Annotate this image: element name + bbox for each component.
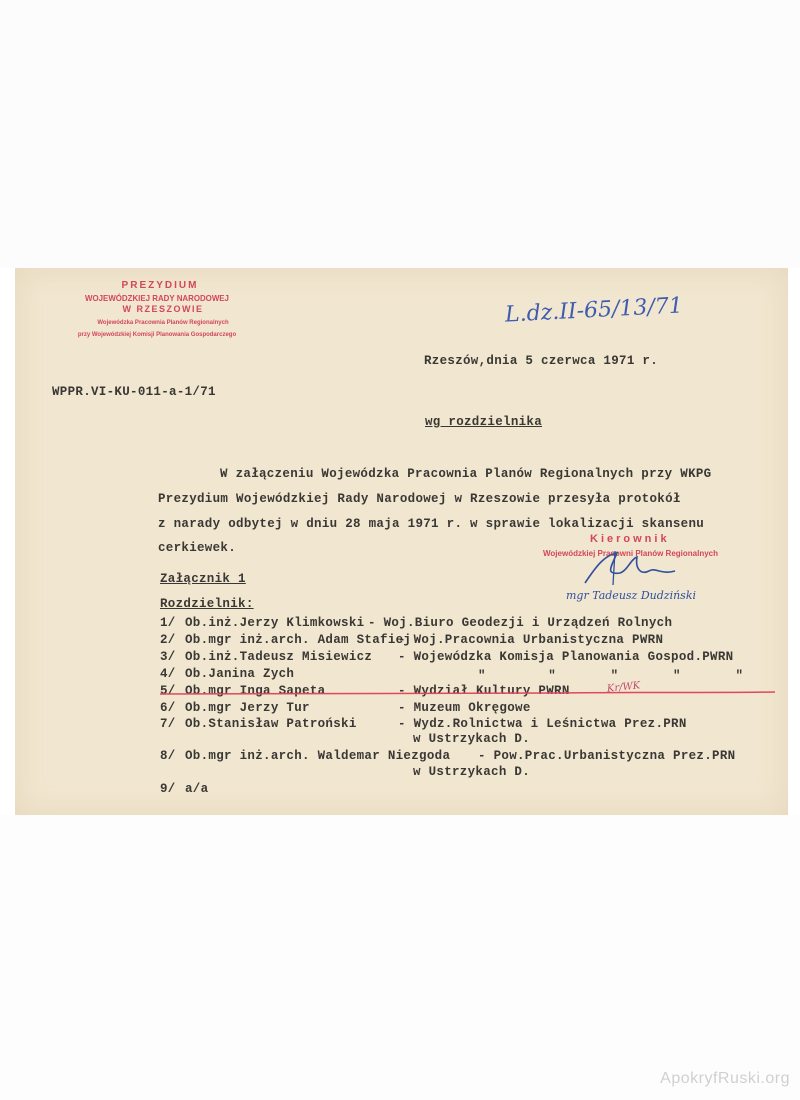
list-number: 4/ (160, 667, 176, 681)
list-number: 7/ (160, 717, 176, 731)
list-number: 9/ (160, 782, 176, 796)
list-person: Ob.inż.Tadeusz Misiewicz (185, 650, 373, 664)
list-person: Ob.mgr inż.arch. Adam Stafiej (185, 633, 412, 647)
body-line-3: z narady odbytej w dniu 28 maja 1971 r. w sprawie lokalizacji skansenu (158, 517, 705, 531)
site-watermark: ApokryfRuski.org (660, 1070, 790, 1087)
list-institution: w Ustrzykach D. (413, 732, 531, 746)
marginal-initials: Kr/WK (606, 680, 641, 695)
list-institution: - Woj.Pracownia Urbanistyczna PWRN (398, 633, 664, 647)
signature-title: Kierownik (590, 533, 670, 545)
list-number: 5/ (160, 684, 176, 698)
signature-unit: Wojewódzkiej Pracowni Planów Regionalnych (543, 549, 718, 558)
list-person: Ob.mgr Jerzy Tur (185, 701, 310, 715)
signature-name: mgr Tadeusz Dudziński (566, 589, 697, 602)
reference-number: WPPR.VI-KU-011-a-1/71 (52, 385, 216, 399)
list-number: 1/ (160, 616, 176, 630)
list-person: Ob.Janina Zych (185, 667, 295, 681)
list-institution: - Wydz.Rolnictwa i Leśnictwa Prez.PRN (398, 717, 687, 731)
list-institution: - Wojewódzka Komisja Planowania Gospod.PWRN (398, 650, 734, 664)
body-line-2: Prezydium Wojewódzkiej Rady Narodowej w Rzeszowie przesyła protokół (158, 492, 681, 506)
addressee: wg rozdzielnika (425, 415, 543, 429)
stamp-line-2: WOJEWÓDZKIEJ RADY NARODOWEJ (85, 293, 229, 303)
list-person: Ob.Stanisław Patroński (185, 717, 357, 731)
scan-background-bottom (0, 815, 800, 1100)
list-number: 3/ (160, 650, 176, 664)
list-person: Ob.mgr Inga Sapeta (185, 684, 326, 698)
document-sheet (15, 268, 788, 815)
stamp-line-5: przy Wojewódzkiej Komisji Planowania Gospodarczego (77, 332, 237, 338)
handwritten-signature (575, 545, 695, 595)
body-line-1: W załączeniu Wojewódzka Pracownia Planów Regionalnych przy WKPG (220, 467, 712, 481)
scan-background-top (0, 0, 800, 268)
distribution-label: Rozdzielnik: (160, 597, 254, 611)
list-institution: " " " " " (478, 669, 744, 683)
place-date: Rzeszów,dnia 5 czerwca 1971 r. (424, 354, 659, 368)
red-underline-mark (160, 688, 780, 698)
list-person: a/a (185, 782, 209, 796)
list-number: 6/ (160, 701, 176, 715)
list-institution: w Ustrzykach D. (413, 765, 531, 779)
handwritten-reference: L.dz.II-65/13/71 (504, 293, 684, 328)
stamp-line-3: W RZESZOWIE (122, 304, 204, 314)
stamp-line-1: PREZYDIUM (121, 280, 199, 291)
list-person: Ob.mgr inż.arch. Waldemar Niezgoda (185, 749, 451, 763)
list-institution: - Wydział Kultury PWRN (398, 684, 570, 698)
list-number: 8/ (160, 749, 176, 763)
list-institution: - Pow.Prac.Urbanistyczna Prez.PRN (478, 749, 736, 763)
list-person: Ob.inż.Jerzy Klimkowski (185, 616, 365, 630)
list-institution: - Muzeum Okręgowe (398, 701, 531, 715)
attachment-label: Załącznik 1 (160, 572, 246, 586)
stamp-line-4: Wojewódzka Pracownia Planów Regionalnych (97, 320, 229, 326)
list-number: 2/ (160, 633, 176, 647)
list-institution: - Woj.Biuro Geodezji i Urządzeń Rolnych (368, 616, 673, 630)
body-line-4: cerkiewek. (158, 541, 237, 555)
